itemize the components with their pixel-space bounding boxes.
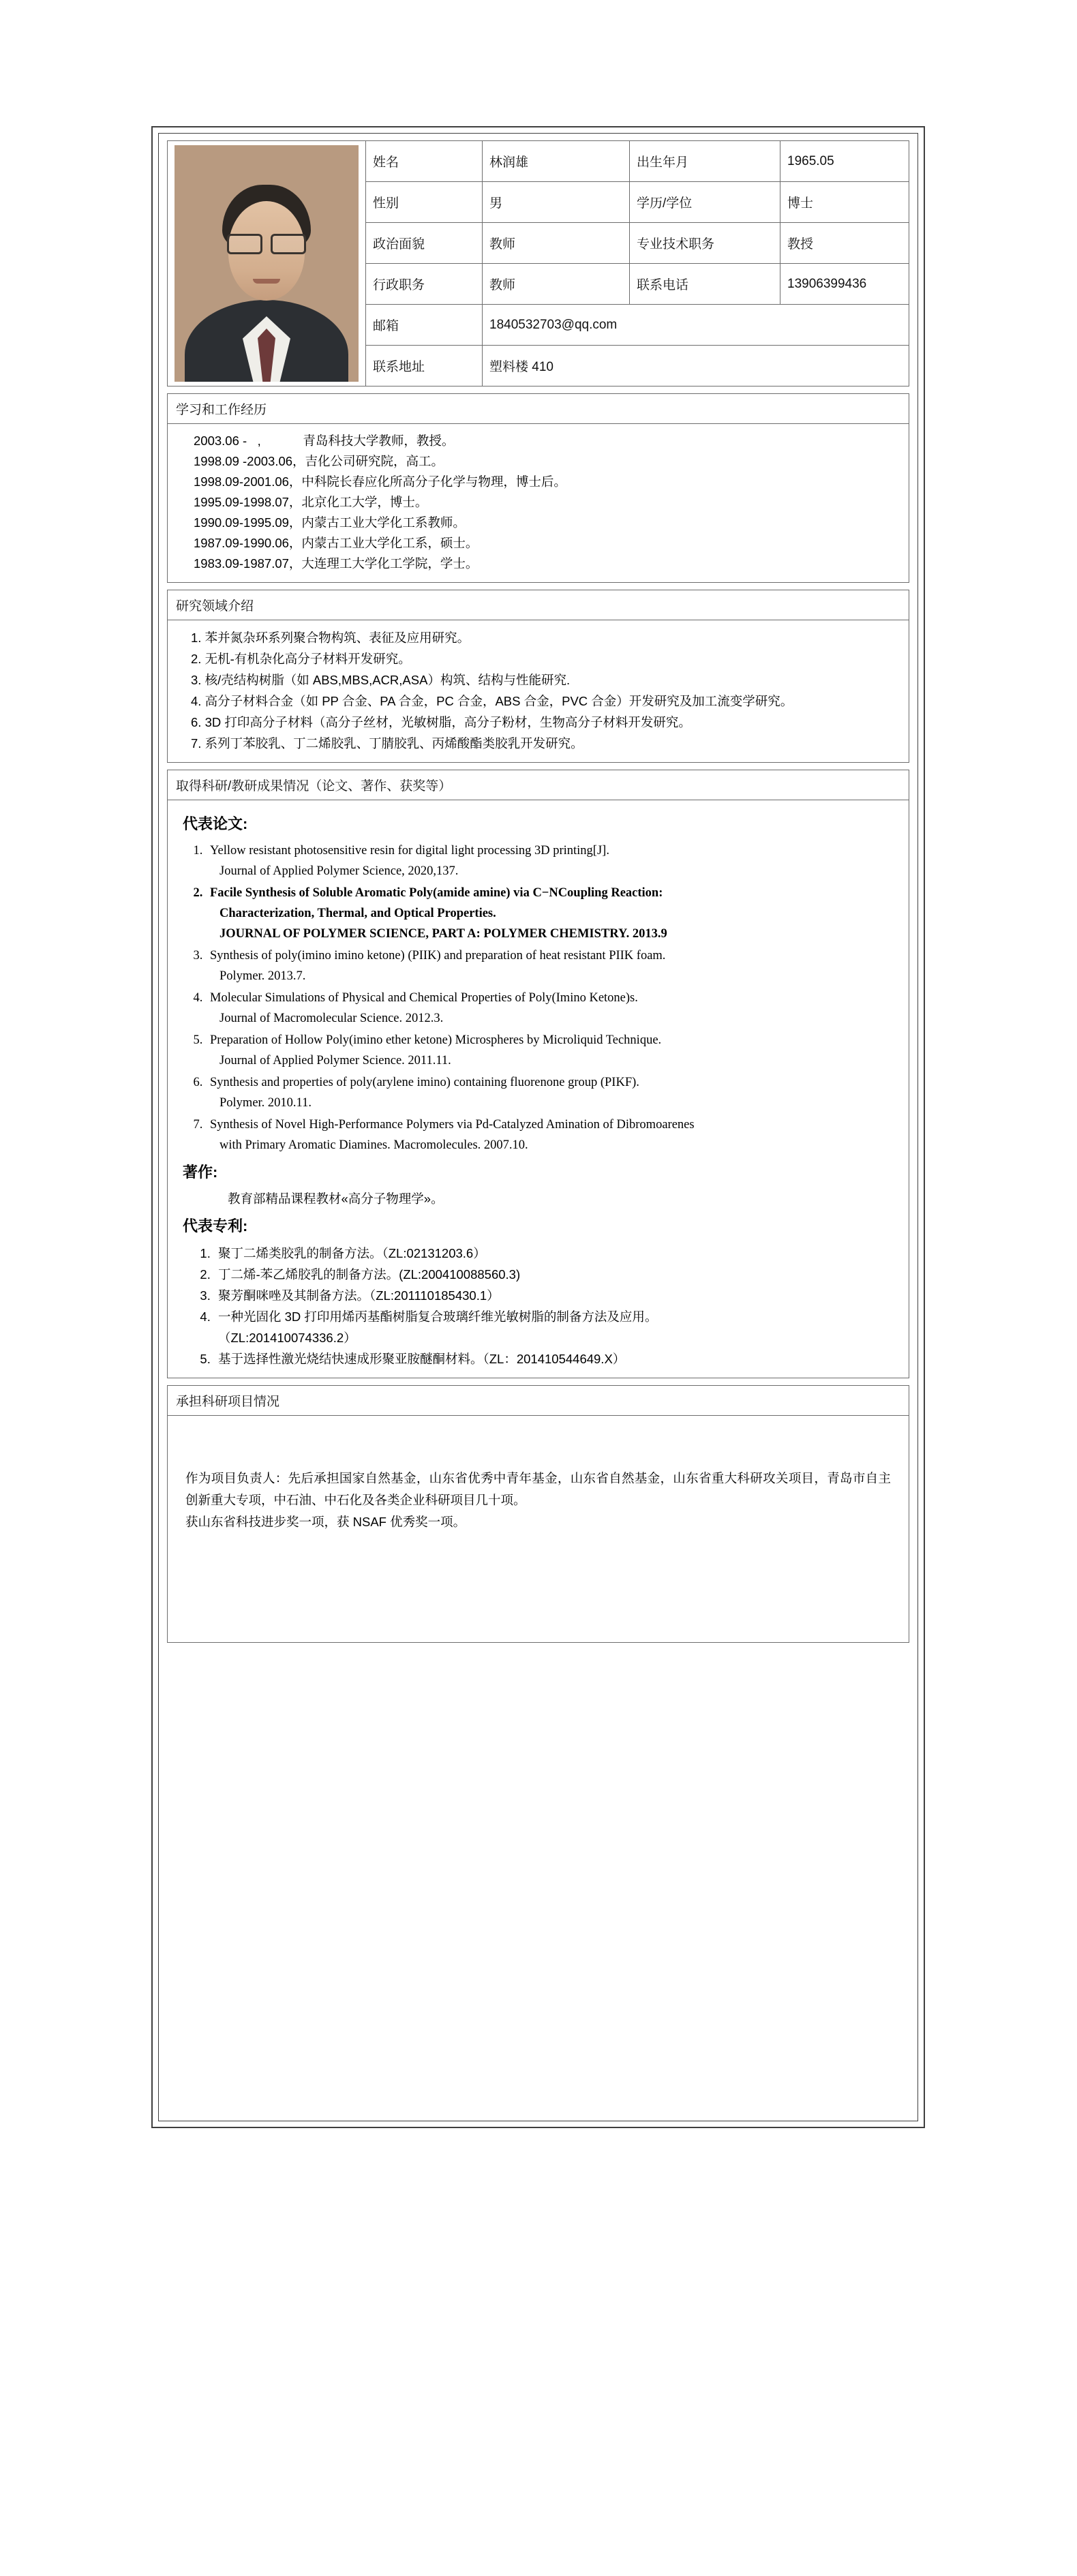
projects-body <box>168 1416 909 1642</box>
research-line: 2. 无机-有机杂化高分子材料开发研究。 <box>191 652 411 666</box>
paper-line-3: JOURNAL OF POLYMER SCIENCE, PART A: POLYMER CHEMISTRY. 2013.9 <box>219 927 667 941</box>
spacer <box>167 387 909 393</box>
photo-cell <box>168 141 366 387</box>
value-admin: 教师 <box>483 264 630 305</box>
paper-line-1: Molecular Simulations of Physical and Chemical Properties of Poly(Imino Ketone)s. <box>210 991 638 1005</box>
list-item <box>214 1243 898 1264</box>
section-experience <box>167 393 909 583</box>
list-item <box>214 1285 898 1306</box>
spacer <box>167 763 909 770</box>
research-line: 3. 核/壳结构树脂（如 ABS,MBS,ACR,ASA）构筑、结构与性能研究. <box>191 673 571 687</box>
section-research <box>167 590 909 763</box>
personal-info-table <box>167 140 909 387</box>
value-title: 教授 <box>780 223 909 264</box>
resume-frame <box>151 126 925 2128</box>
list-item <box>206 988 898 1029</box>
label-birth: 出生年月 <box>630 141 780 182</box>
value-name: 林润雄 <box>483 141 630 182</box>
experience-line: 1990.09-1995.09，内蒙古工业大学化工系教师。 <box>194 515 466 530</box>
experience-line: 1987.09-1990.06，内蒙古工业大学化工系，硕士。 <box>194 536 479 550</box>
label-name: 姓名 <box>366 141 483 182</box>
patents-heading: 代表专利: <box>183 1217 248 1234</box>
label-political: 政治面貌 <box>366 223 483 264</box>
glasses-icon <box>226 234 307 252</box>
project-line: 作为项目负责人：先后承担国家自然基金，山东省优秀中青年基金，山东省自然基金，山东省重大科研攻关项目，青岛市自主创新重大专项，中石油、中石化及各类企业科研项目几十项。 <box>185 1471 891 1507</box>
paper-line-1: Synthesis of poly(imino imino ketone) (PIIK) and preparation of heat resistant PIIK foam. <box>210 949 666 963</box>
patent-line-1: 一种光固化 3D 打印用烯丙基酯树脂复合玻璃纤维光敏树脂的制备方法及应用。 <box>218 1309 658 1324</box>
research-body <box>168 620 909 762</box>
value-gender: 男 <box>483 182 630 223</box>
list-item <box>206 1115 898 1155</box>
value-political: 教师 <box>483 223 630 264</box>
paper-line-1: Synthesis of Novel High-Performance Polymers via Pd-Catalyzed Amination of Dibromoarenes <box>210 1118 695 1132</box>
table-row <box>168 141 909 182</box>
paper-line-2: Journal of Macromolecular Science. 2012.3. <box>219 1012 444 1025</box>
portrait-photo <box>175 145 359 382</box>
list-item <box>214 1348 898 1369</box>
spacer <box>167 583 909 590</box>
list-item <box>206 945 898 986</box>
experience-body <box>168 424 909 582</box>
list-item <box>206 840 898 881</box>
photo-mouth <box>253 279 280 284</box>
label-address: 联系地址 <box>366 346 483 387</box>
value-degree: 博士 <box>780 182 909 223</box>
label-phone: 联系电话 <box>630 264 780 305</box>
patent-line-1: 聚芳酮咪唑及其制备方法。（ZL:201110185430.1） <box>218 1288 500 1303</box>
section-title-achievements: 取得科研/教研成果情况（论文、著作、获奖等） <box>168 770 909 800</box>
books-heading: 著作: <box>183 1164 218 1181</box>
patents-list <box>179 1243 898 1369</box>
paper-line-2: Characterization, Thermal, and Optical Properties. <box>219 907 496 920</box>
value-address: 塑料楼 410 <box>483 346 909 387</box>
label-email: 邮箱 <box>366 305 483 346</box>
resume-inner <box>158 133 918 2121</box>
research-line: 1. 苯并氮杂环系列聚合物构筑、表征及应用研究。 <box>191 631 470 645</box>
experience-line: 1998.09 -2003.06，吉化公司研究院，高工。 <box>194 454 444 468</box>
research-line: 6. 3D 打印高分子材料（高分子丝材，光敏树脂，高分子粉材，生物高分子材料开发研究。 <box>191 715 691 729</box>
paper-line-1: Facile Synthesis of Soluble Aromatic Poly(amide amine) via C−NCoupling Reaction: <box>210 886 663 900</box>
research-line: 4. 高分子材料合金（如 PP 合金、PA 合金，PC 合金，ABS 合金，PVC 合金）开发研究及加工流变学研究。 <box>191 694 793 708</box>
project-line: 获山东省科技进步奖一项，获 NSAF 优秀奖一项。 <box>185 1515 466 1529</box>
label-title: 专业技术职务 <box>630 223 780 264</box>
section-title-research: 研究领域介绍 <box>168 590 909 620</box>
paper-line-2: Polymer. 2010.11. <box>219 1096 312 1110</box>
label-gender: 性别 <box>366 182 483 223</box>
label-admin: 行政职务 <box>366 264 483 305</box>
paper-line-1: Preparation of Hollow Poly(imino ether ketone) Microspheres by Microliquid Technique. <box>210 1033 662 1047</box>
value-phone: 13906399436 <box>780 264 909 305</box>
books-line: 教育部精品课程教材«高分子物理学»。 <box>228 1192 444 1206</box>
achievements-body <box>168 800 909 1378</box>
list-item <box>206 1030 898 1071</box>
paper-line-2: with Primary Aromatic Diamines. Macromolecules. 2007.10. <box>219 1138 528 1152</box>
experience-line: 1998.09-2001.06，中科院长春应化所高分子化学与物理，博士后。 <box>194 474 566 489</box>
list-item <box>206 1072 898 1113</box>
paper-line-2: Journal of Applied Polymer Science. 2011.11. <box>219 1054 451 1067</box>
paper-line-2: Journal of Applied Polymer Science, 2020,137. <box>219 864 459 878</box>
experience-line: 1995.09-1998.07，北京化工大学，博士。 <box>194 495 428 509</box>
value-birth: 1965.05 <box>780 141 909 182</box>
papers-heading: 代表论文: <box>183 815 248 832</box>
spacer <box>167 1378 909 1385</box>
experience-line: 1983.09-1987.07，大连理工大学化工学院，学士。 <box>194 556 479 571</box>
section-projects <box>167 1385 909 1643</box>
paper-line-1: Yellow resistant photosensitive resin for digital light processing 3D printing[J]. <box>210 844 609 858</box>
paper-line-2: Polymer. 2013.7. <box>219 969 306 983</box>
section-achievements <box>167 770 909 1378</box>
section-title-experience: 学习和工作经历 <box>168 394 909 424</box>
patent-line-2: （ZL:201410074336.2） <box>218 1331 357 1345</box>
value-email: 1840532703@qq.com <box>483 305 909 346</box>
list-item <box>214 1306 898 1348</box>
patent-line-1: 丁二烯-苯乙烯胶乳的制备方法。(ZL:200410088560.3) <box>218 1267 521 1282</box>
experience-line: 2003.06 - , 青岛科技大学教师，教授。 <box>194 434 455 448</box>
label-degree: 学历/学位 <box>630 182 780 223</box>
list-item <box>214 1264 898 1285</box>
paper-line-1: Synthesis and properties of poly(arylene imino) containing fluorenone group (PIKF). <box>210 1076 639 1089</box>
research-line: 7. 系列丁苯胶乳、丁二烯胶乳、丁腈胶乳、丙烯酸酯类胶乳开发研究。 <box>191 736 583 751</box>
patent-line-1: 聚丁二烯类胶乳的制备方法。（ZL:02131203.6） <box>218 1246 486 1260</box>
section-title-projects: 承担科研项目情况 <box>168 1386 909 1416</box>
patent-line-1: 基于选择性激光烧结快速成形聚亚胺醚酮材料。（ZL：201410544649.X） <box>218 1352 626 1366</box>
list-item <box>206 883 898 944</box>
papers-list <box>179 840 898 1155</box>
